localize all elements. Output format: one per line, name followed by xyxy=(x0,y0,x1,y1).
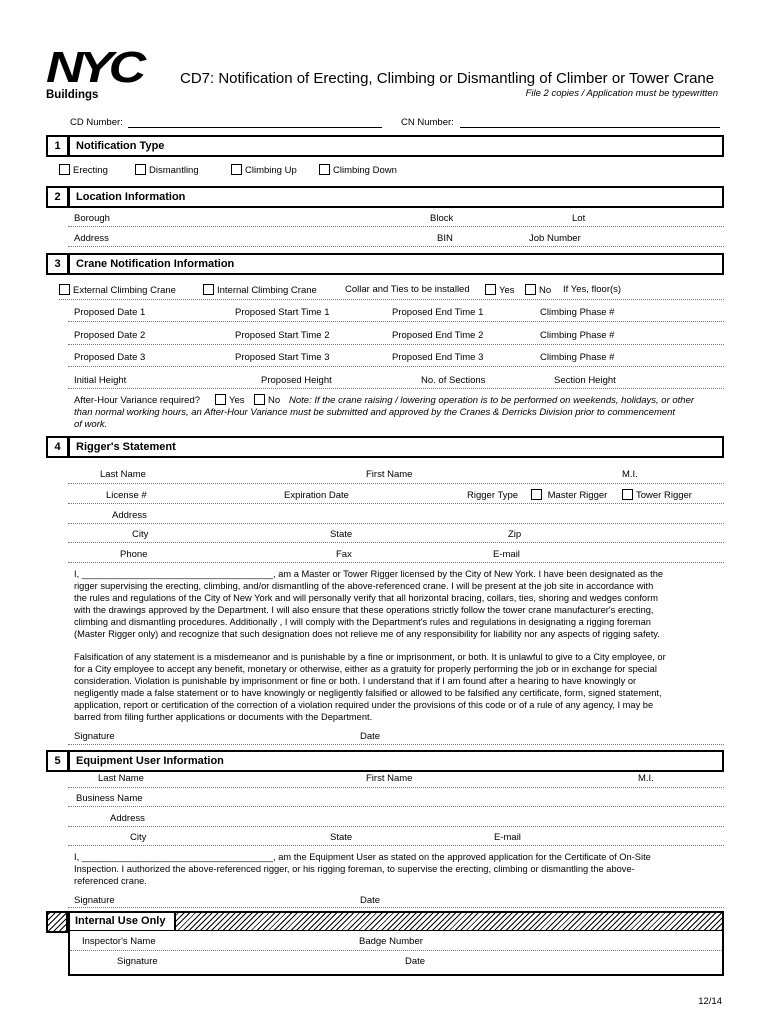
internal-use-title: Internal Use Only xyxy=(70,913,176,931)
form-version: 12/14 xyxy=(698,996,722,1007)
row-divider xyxy=(68,845,724,846)
rigger-statement-line-2: rigger supervising the erecting, climbing, and/or dismantling of the above-referenced crane. I will be present at the job site in accordance with xyxy=(74,581,654,591)
rigger-city-label: City xyxy=(132,529,149,540)
row-divider xyxy=(68,246,724,247)
after-hour-variance-label: After-Hour Variance required? xyxy=(74,395,201,406)
rigger-statement-line-4: with the drawings approved by the Department. I will also ensure that these operations strictly follow the tower crane manufacturer's erecting, xyxy=(74,605,654,615)
climbing-phase-1: Climbing Phase # xyxy=(540,307,615,318)
internal-date-label: Date xyxy=(405,956,426,967)
falsification-line-5: application, report or certification of the correction of a violation required under the provisions of this code or of a rule of any agency, I may be xyxy=(74,700,654,710)
business-name-label: Business Name xyxy=(76,793,143,804)
section-4-title: Rigger's Statement xyxy=(68,436,724,458)
checkbox[interactable] xyxy=(231,164,242,175)
master-rigger-option[interactable] xyxy=(531,489,607,501)
rigger-first-name-label: First Name xyxy=(366,469,413,480)
rigger-signature-label: Signature xyxy=(74,731,115,742)
internal-climbing-crane-option[interactable] xyxy=(203,284,317,296)
after-hour-no-option[interactable] xyxy=(254,394,280,406)
expiration-date-label: Expiration Date xyxy=(284,490,349,501)
badge-number-label: Badge Number xyxy=(359,936,423,947)
user-signature-label: Signature xyxy=(74,895,115,906)
cn-number-field[interactable] xyxy=(460,127,720,128)
checkbox[interactable] xyxy=(215,394,226,405)
section-2-number: 2 xyxy=(46,186,68,208)
form-subtitle: File 2 copies / Application must be typewritten xyxy=(525,88,718,99)
row-divider xyxy=(68,806,724,807)
rigger-statement-line-1: I, _____________________________________, am a Master or Tower Rigger licensed by the City of New York. I have been designated as the xyxy=(74,569,664,579)
internal-use-hatch-left xyxy=(46,911,68,933)
user-address-label: Address xyxy=(110,813,145,824)
option-label: Tower Rigger xyxy=(636,490,692,501)
cd-number-label: CD Number: xyxy=(70,117,123,128)
row-divider xyxy=(70,950,722,951)
option-label: Dismantling xyxy=(149,165,199,176)
user-first-name-label: First Name xyxy=(366,773,413,784)
user-state-label: State xyxy=(330,832,353,843)
row-divider xyxy=(68,907,724,908)
climbing-phase-2: Climbing Phase # xyxy=(540,330,615,341)
proposed-date-3: Proposed Date 3 xyxy=(74,352,146,363)
proposed-end-time-2: Proposed End Time 2 xyxy=(392,330,484,341)
nyc-buildings-logo xyxy=(46,43,158,101)
checkbox[interactable] xyxy=(485,284,496,295)
section-3-number: 3 xyxy=(46,253,68,275)
row-divider xyxy=(59,299,724,300)
falsification-line-4: negligently made a false statement or to have knowingly or negligently falsified or allowed to be falsified any certificate, form, signed statement, xyxy=(74,688,662,698)
section-2-title: Location Information xyxy=(68,186,724,208)
row-divider xyxy=(68,826,724,827)
rigger-mi-label: M.I. xyxy=(622,469,638,480)
checkbox[interactable] xyxy=(59,284,70,295)
inspector-name-label: Inspector's Name xyxy=(82,936,156,947)
rigger-fax-label: Fax xyxy=(336,549,352,560)
option-label: External Climbing Crane xyxy=(73,285,176,296)
option-label: Yes xyxy=(229,395,245,406)
proposed-start-time-3: Proposed Start Time 3 xyxy=(235,352,330,363)
rigger-state-label: State xyxy=(330,529,353,540)
rigger-last-name-label: Last Name xyxy=(100,469,146,480)
proposed-end-time-1: Proposed End Time 1 xyxy=(392,307,484,318)
rigger-type-label: Rigger Type xyxy=(467,490,519,501)
after-hour-note: Note: If the crane raising / lowering operation is to be performed on weekends, holidays, or other xyxy=(289,395,695,406)
proposed-height-label: Proposed Height xyxy=(261,375,332,386)
option-label: Climbing Down xyxy=(333,165,397,176)
row-divider xyxy=(68,562,724,563)
tower-rigger-option[interactable] xyxy=(622,489,692,501)
option-erecting[interactable] xyxy=(59,164,108,176)
row-divider xyxy=(68,542,724,543)
rigger-phone-label: Phone xyxy=(120,549,148,560)
lot-label: Lot xyxy=(572,213,586,224)
rigger-zip-label: Zip xyxy=(508,529,522,540)
logo-subtitle: Buildings xyxy=(46,89,99,101)
option-label: Erecting xyxy=(73,165,108,176)
option-dismantling[interactable] xyxy=(135,164,199,176)
user-statement-line-3: referenced crane. xyxy=(74,876,147,886)
option-label: Yes xyxy=(499,285,515,296)
option-label: Internal Climbing Crane xyxy=(217,285,317,296)
cd-number-field[interactable] xyxy=(128,127,382,128)
rigger-address-label: Address xyxy=(112,510,147,521)
option-label: Climbing Up xyxy=(245,165,297,176)
cn-number-label: CN Number: xyxy=(401,117,454,128)
row-divider xyxy=(68,366,724,367)
option-label: No xyxy=(539,285,552,296)
initial-height-label: Initial Height xyxy=(74,375,127,386)
internal-use-hatch-bar xyxy=(176,913,722,931)
user-city-label: City xyxy=(130,832,147,843)
option-climbing-down[interactable] xyxy=(319,164,397,176)
row-divider xyxy=(68,503,724,504)
license-label: License # xyxy=(106,490,147,501)
user-date-label: Date xyxy=(360,895,381,906)
section-1-number: 1 xyxy=(46,135,68,157)
bin-label: BIN xyxy=(437,233,453,244)
section-5-title: Equipment User Information xyxy=(68,750,724,772)
address-label: Address xyxy=(74,233,109,244)
rigger-statement-line-5: climbing and dismantling procedures. Additionally , I will comply with the Department's rules and regulations in designating a rigging foreman xyxy=(74,617,651,627)
after-hour-note-line-2: than normal working hours, an After-Hour Variance must be submitted and approved by the Cranes & Derricks Division prior to commencement xyxy=(74,407,676,418)
section-1-title: Notification Type xyxy=(68,135,724,157)
section-4-number: 4 xyxy=(46,436,68,458)
borough-label: Borough xyxy=(74,213,110,224)
checkbox[interactable] xyxy=(319,164,330,175)
rigger-date-label: Date xyxy=(360,731,381,742)
job-number-label: Job Number xyxy=(529,233,581,244)
rigger-statement-line-3: the rules and regulations of the City of New York and will personally verify that all horizontal bracing, collars, ties, shoring and wedges conform xyxy=(74,593,658,603)
user-email-label: E-mail xyxy=(494,832,521,843)
checkbox[interactable] xyxy=(531,489,542,500)
if-yes-floors-label: If Yes, floor(s) xyxy=(563,284,622,295)
section-height-label: Section Height xyxy=(554,375,616,386)
falsification-line-6: barred from filing further applications or documents with the Department. xyxy=(74,712,373,722)
row-divider xyxy=(68,344,724,345)
checkbox[interactable] xyxy=(203,284,214,295)
no-of-sections-label: No. of Sections xyxy=(421,375,486,386)
after-hour-note-line-3: of work. xyxy=(74,419,108,430)
user-statement-line-2: Inspection. I authorized the above-referenced rigger, or his rigging foreman, to supervise the erecting, climbing or dismantling the above- xyxy=(74,864,635,874)
checkbox[interactable] xyxy=(254,394,265,405)
proposed-start-time-2: Proposed Start Time 2 xyxy=(235,330,330,341)
collar-ties-label: Collar and Ties to be installed xyxy=(345,284,470,295)
option-label: No xyxy=(268,395,281,406)
proposed-date-2: Proposed Date 2 xyxy=(74,330,146,341)
row-divider xyxy=(68,787,724,788)
user-statement-line-1: I, _____________________________________, am the Equipment User as stated on the approved application for the Certificate of On-Site xyxy=(74,852,651,862)
row-divider xyxy=(68,483,724,484)
form-title: CD7: Notification of Erecting, Climbing or Dismantling of Climber or Tower Crane xyxy=(180,70,715,87)
checkbox[interactable] xyxy=(135,164,146,175)
row-divider xyxy=(68,744,724,745)
user-mi-label: M.I. xyxy=(638,773,654,784)
checkbox[interactable] xyxy=(59,164,70,175)
option-label: Master Rigger xyxy=(547,490,608,501)
falsification-line-1: Falsification of any statement is a misdemeanor and is punishable by a fine or imprisonment, or both. It is unlawful to give to a City employee, or xyxy=(74,652,666,662)
proposed-end-time-3: Proposed End Time 3 xyxy=(392,352,484,363)
checkbox[interactable] xyxy=(622,489,633,500)
row-divider xyxy=(68,321,724,322)
proposed-date-1: Proposed Date 1 xyxy=(74,307,146,318)
row-divider xyxy=(68,388,724,389)
section-3-title: Crane Notification Information xyxy=(68,253,724,275)
climbing-phase-3: Climbing Phase # xyxy=(540,352,615,363)
internal-signature-label: Signature xyxy=(117,956,158,967)
row-divider xyxy=(68,226,724,227)
block-label: Block xyxy=(430,213,454,224)
rigger-statement-line-6: (Master Rigger only) and recognize that such designation does not relieve me of any responsibility for liability nor any aspects of rigging safety. xyxy=(74,629,660,639)
rigger-email-label: E-mail xyxy=(493,549,520,560)
external-climbing-crane-option[interactable] xyxy=(59,284,176,296)
after-hour-yes-option[interactable] xyxy=(215,394,245,406)
falsification-line-3: consideration. Violation is punishable by imprisonment or fine or both. I understand that if I am found after a hearing to have knowingly or xyxy=(74,676,637,686)
collar-yes-option[interactable] xyxy=(485,284,515,296)
section-5-number: 5 xyxy=(46,750,68,772)
row-divider xyxy=(68,523,724,524)
option-climbing-up[interactable] xyxy=(231,164,297,176)
collar-no-option[interactable] xyxy=(525,284,551,296)
user-last-name-label: Last Name xyxy=(98,773,144,784)
checkbox[interactable] xyxy=(525,284,536,295)
proposed-start-time-1: Proposed Start Time 1 xyxy=(235,307,330,318)
logo-text: NYC xyxy=(46,43,142,92)
falsification-line-2: for a City employee to accept any benefit, monetary or otherwise, either as a gratuity for properly performing the job or in exchange for special xyxy=(74,664,657,674)
